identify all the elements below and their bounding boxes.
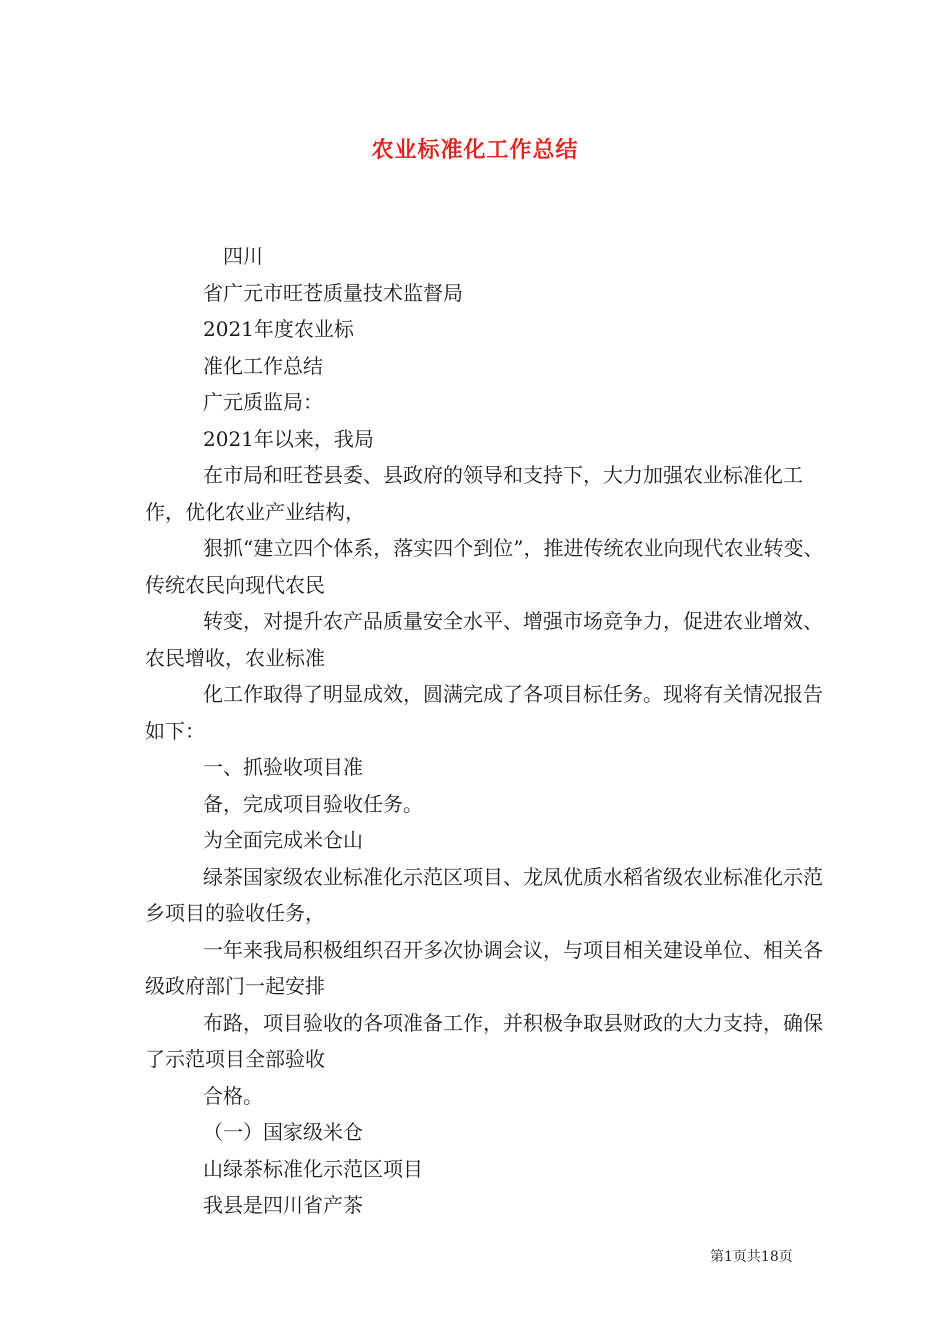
paragraph: 广元质监局： [203,390,323,414]
paragraph: 山绿茶标准化示范区项目 [203,1156,423,1181]
page-number-footer: 第1页共18页 [710,1249,793,1265]
paragraph: 一年来我局积极组织召开多次协调会议，与项目相关建设单位、相关各级政府部门一起安排 [145,937,823,998]
paragraph: 为全面完成米仓山 [203,828,363,852]
paragraph: 省广元市旺苍质量技术监督局 [203,280,463,305]
paragraph: 转变，对提升农产品质量安全水平、增强市场竞争力，促进农业增效、农民增收，农业标准 [145,609,823,670]
paragraph: 狠抓“建立四个体系，落实四个到位”，推进传统农业向现代农业转变、传统农民向现代农民 [145,536,824,597]
paragraph: 备，完成项目验收任务。 [203,791,423,816]
paragraph: 化工作取得了明显成效，圆满完成了各项目标任务。现将有关情况报告如下： [145,682,823,743]
paragraph: 在市局和旺苍县委、县政府的领导和支持下，大力加强农业标准化工作，优化农业产业结构， [145,463,803,524]
paragraph: 布路，项目验收的各项准备工作，并积极争取县财政的大力支持，确保了示范项目全部验收 [145,1010,823,1071]
paragraph: 一、抓验收项目准 [203,755,363,779]
paragraph: （一）国家级米仓 [203,1120,363,1144]
paragraph: 四川 [223,244,263,268]
paragraph: 我县是四川省产茶 [203,1193,363,1217]
paragraph: 绿茶国家级农业标准化示范区项目、龙凤优质水稻省级农业标准化示范乡项目的验收任务， [145,864,823,925]
document-title: 农业标准化工作总结 [371,137,579,163]
paragraph: 合格。 [203,1083,263,1108]
paragraph: 2021年以来，我局 [203,426,374,451]
document-body [145,238,825,1224]
paragraph: 准化工作总结 [203,353,323,378]
paragraph: 2021年度农业标 [203,317,354,341]
